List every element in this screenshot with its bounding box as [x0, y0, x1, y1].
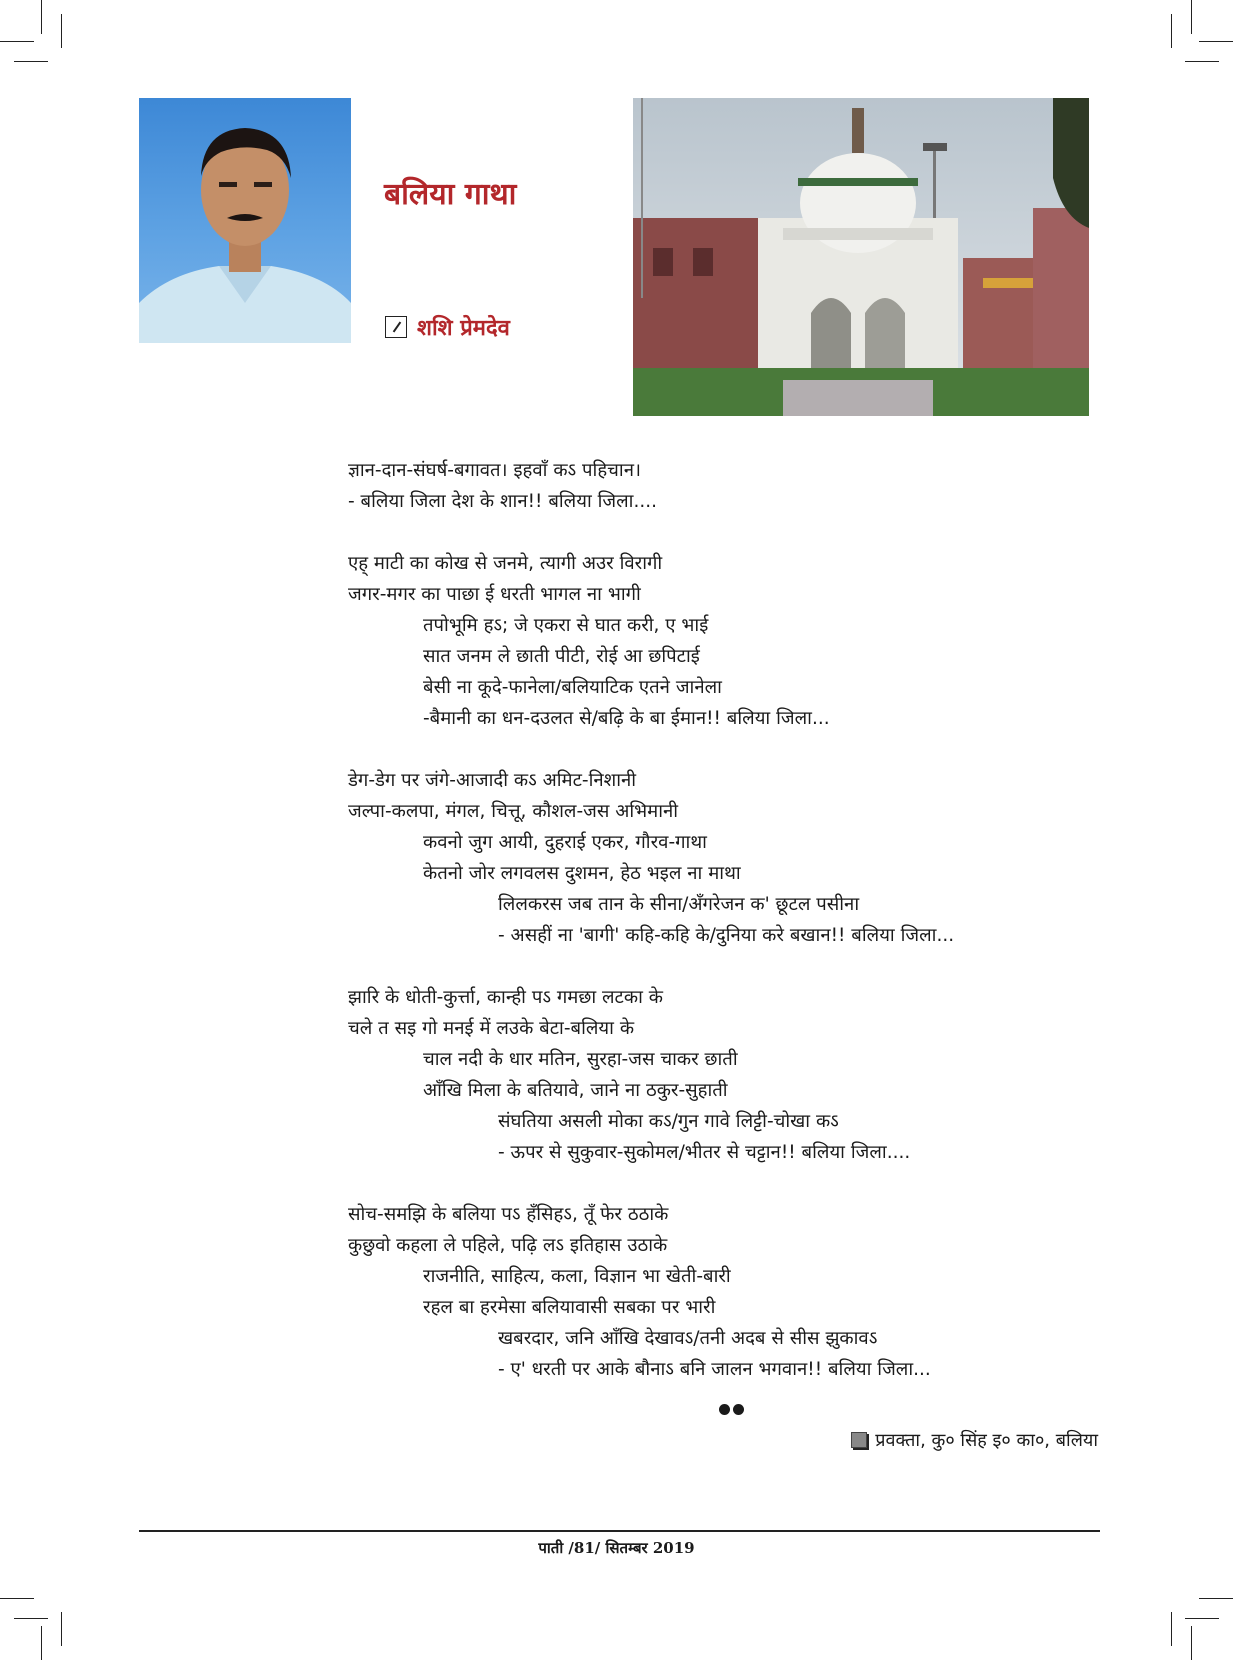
poem-line: -बैमानी का धन-दउलत से/बढ़ि के बा ईमान!! बलिया जिला...	[423, 708, 830, 729]
divider-dot-icon	[733, 1404, 744, 1415]
poem-line: एह् माटी का कोख से जनमे, त्यागी अउर विरागी	[348, 553, 663, 574]
poem-line: खबरदार, जनि आँखि देखावऽ/तनी अदब से सीस झुकावऽ	[498, 1328, 878, 1349]
crop-mark	[1171, 1612, 1172, 1646]
page-footer: पाती /81/ सितम्बर 2019	[538, 1539, 695, 1557]
divider-dot-icon	[719, 1404, 730, 1415]
poem-title: बलिया गाथा	[384, 177, 517, 212]
crop-mark	[14, 61, 48, 62]
poem-line: चाल नदी के धार मतिन, सुरहा-जस चाकर छाती	[423, 1049, 738, 1070]
poem-line: झारि के धोती-कुर्त्ता, कान्ही पऽ गमछा लटका के	[348, 987, 663, 1008]
poem-line: - ए' धरती पर आके बौनाऽ बनि जालन भगवान!! बलिया जिला...	[498, 1359, 931, 1380]
author-name: शशि प्रेमदेव	[417, 315, 510, 341]
author-affiliation	[851, 1428, 1098, 1452]
poem-line: संघतिया असली मोका कऽ/गुन गावे लिट्टी-चोखा कऽ	[498, 1111, 839, 1132]
poem-stanza	[348, 765, 1108, 951]
poem-body	[348, 455, 1108, 1416]
byline	[385, 309, 510, 345]
poem-line: केतनो जोर लगवलस दुशमन, हेठ भइल ना माथा	[423, 863, 741, 884]
crop-mark	[1185, 61, 1219, 62]
poem-line: कुछुवो कहला ले पहिले, पढ़ि लऽ इतिहास उठाके	[348, 1235, 668, 1256]
poem-line: तपोभूमि हऽ; जे एकरा से घात करी, ए भाई	[423, 615, 709, 636]
crop-mark	[61, 14, 62, 48]
poem-line: रहल बा हरमेसा बलियावासी सबका पर भारी	[423, 1297, 716, 1318]
crop-mark	[1199, 41, 1233, 42]
poem-line: सात जनम ले छाती पीटी, रोई आ छपिटाई	[423, 646, 700, 667]
poem-line: सोच-समझि के बलिया पऽ हँसिहऽ, तूँ फेर ठठाके	[348, 1204, 669, 1225]
poem-line: - ऊपर से सुकुवार-सुकोमल/भीतर से चट्टान!! बलिया जिला....	[498, 1142, 911, 1163]
crop-mark	[61, 1612, 62, 1646]
crop-mark	[41, 1626, 42, 1660]
poem-line: जगर-मगर का पाछा ई धरती भागल ना भागी	[348, 584, 641, 605]
poem-stanza	[348, 1199, 1108, 1385]
crop-mark	[1185, 1618, 1219, 1619]
crop-mark	[1171, 14, 1172, 48]
poem-line: ज्ञान-दान-संघर्ष-बगावत। इहवाँ कऽ पहिचान।	[348, 460, 641, 481]
crop-mark	[14, 1618, 48, 1619]
poem-line: डेग-डेग पर जंगे-आजादी कऽ अमिट-निशानी	[348, 770, 637, 791]
end-divider	[719, 1404, 744, 1415]
pen-icon	[385, 316, 407, 338]
poem-line: लिलकरस जब तान के सीना/अँगरेजन क' छूटल पसीना	[498, 894, 860, 915]
poem-stanza	[348, 455, 1108, 517]
poem-line: चले त सइ गो मनई में लउके बेटा-बलिया के	[348, 1018, 635, 1039]
crop-mark	[41, 0, 42, 34]
poem-line: राजनीति, साहित्य, कला, विज्ञान भा खेती-बारी	[423, 1266, 731, 1287]
poem-line: - बलिया जिला देश के शान!! बलिया जिला....	[348, 491, 657, 512]
crop-mark	[1191, 1626, 1192, 1660]
square-bullet-icon	[851, 1432, 867, 1448]
poem-line: कवनो जुग आयी, दुहराई एकर, गौरव-गाथा	[423, 832, 707, 853]
footer-rule	[139, 1530, 1100, 1532]
poem-stanza	[348, 982, 1108, 1168]
monument-photo	[633, 98, 1089, 416]
poem-line: जल्पा-कलपा, मंगल, चित्तू, कौशल-जस अभिमानी	[348, 801, 679, 822]
crop-mark	[1199, 1598, 1233, 1599]
poem-line: बेसी ना कूदे-फानेला/बलियाटिक एतने जानेला	[423, 677, 722, 698]
poem-line: - असहीं ना 'बागी' कहि-कहि के/दुनिया करे बखान!! बलिया जिला...	[498, 925, 955, 946]
poem-line: आँखि मिला के बतियावे, जाने ना ठकुर-सुहाती	[423, 1080, 728, 1101]
crop-mark	[0, 41, 34, 42]
affiliation-text: प्रवक्ता, कु० सिंह इ० का०, बलिया	[875, 1430, 1098, 1451]
crop-mark	[1191, 0, 1192, 34]
poem-stanza	[348, 548, 1108, 734]
crop-mark	[0, 1598, 34, 1599]
author-photo	[139, 98, 351, 343]
